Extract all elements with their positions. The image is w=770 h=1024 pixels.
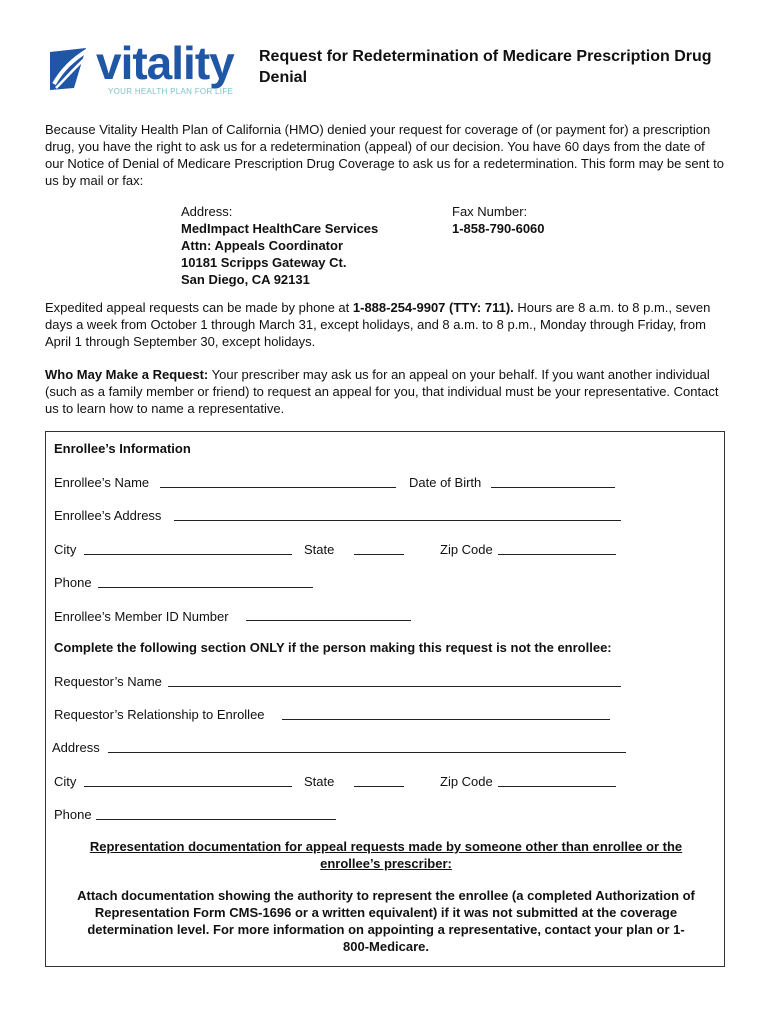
expedited-paragraph [45, 299, 725, 350]
vitality-logo [46, 37, 252, 100]
requestor-phone-field[interactable] [96, 819, 336, 820]
page-title: Request for Redetermination of Medicare Prescription Drug Denial [259, 48, 712, 86]
logo-wordmark: vitality [96, 37, 234, 89]
address-line-2: Attn: Appeals Coordinator [181, 238, 344, 253]
requestor-section-note: Complete the following section ONLY if the person making this request is not the enrollee: [54, 640, 612, 655]
attach-instructions-line-4: 800-Medicare. [343, 939, 429, 954]
attach-instructions-line-3: determination level. For more information on appointing a representative, contact your plan or 1- [87, 922, 685, 937]
dob-field[interactable] [491, 487, 615, 488]
representation-title-line-2: enrollee’s prescriber: [320, 856, 452, 871]
city-label: City [54, 542, 77, 557]
expedited-pre: Expedited appeal requests can be made by phone at [45, 300, 353, 315]
requestor-address-field[interactable] [108, 752, 626, 753]
state-label: State [304, 542, 335, 557]
intro-paragraph: Because Vitality Health Plan of California (HMO) denied your request for coverage of (or payment for) a prescription drug, you have the right to ask us for a redetermination (appeal) of our decision. You have 60 days from the date of our Notice of Denial of Medicare Prescription Drug Coverage to ask us for a redetermination. This form may be sent to us by mail or fax: [45, 122, 724, 188]
requestor-phone-label: Phone [54, 807, 92, 822]
who-paragraph [45, 366, 725, 417]
attach-instructions-line-2: Representation Form CMS-1696 or a written equivalent) if it was not submitted at the coverage [94, 905, 678, 920]
who-heading: Who May Make a Request: [45, 367, 209, 382]
requestor-address-label: Address [52, 740, 100, 755]
address-label: Address: [181, 204, 233, 219]
fax-number: 1-858-790-6060 [452, 221, 545, 236]
requestor-relationship-field[interactable] [282, 719, 610, 720]
attach-instructions-line-1: Attach documentation showing the authority to represent the enrollee (a completed Authorization of [77, 888, 695, 903]
address-line-3: 10181 Scripps Gateway Ct. [181, 255, 347, 270]
requestor-city-label: City [54, 774, 77, 789]
city-field[interactable] [84, 554, 292, 555]
member-id-label: Enrollee’s Member ID Number [54, 609, 229, 624]
fax-label: Fax Number: [452, 204, 528, 219]
requestor-state-label: State [304, 774, 335, 789]
enrollee-name-field[interactable] [160, 487, 396, 488]
who-text: Your prescriber may ask us for an appeal on your behalf. If you want another individual (such as a family member or friend) to request an appeal for you, that individual must be your representative. Contact us to learn how to name a representative. [45, 367, 719, 416]
enrollee-info-heading: Enrollee’s Information [54, 441, 191, 456]
zip-label: Zip Code [440, 542, 493, 557]
zip-field[interactable] [498, 554, 616, 555]
logo-swoosh-icon [50, 48, 90, 90]
expedited-phone: 1-888-254-9907 (TTY: 711). [352, 300, 514, 315]
state-field[interactable] [354, 554, 404, 555]
requestor-name-field[interactable] [168, 686, 621, 687]
logo-tagline: YOUR HEALTH PLAN FOR LIFE [108, 87, 234, 96]
enrollee-name-label: Enrollee’s Name [54, 475, 150, 490]
requestor-city-field[interactable] [84, 786, 292, 787]
phone-field[interactable] [98, 587, 313, 588]
fax-block [452, 203, 545, 237]
requestor-relationship-label: Requestor’s Relationship to Enrollee [54, 707, 265, 722]
phone-label: Phone [54, 575, 92, 590]
address-line-4: San Diego, CA 92131 [181, 272, 310, 287]
requestor-zip-field[interactable] [498, 786, 616, 787]
enrollee-form [45, 431, 725, 967]
enrollee-address-label: Enrollee’s Address [54, 508, 162, 523]
member-id-field[interactable] [246, 620, 411, 621]
mailing-address [181, 203, 378, 288]
expedited-post: Hours are 8 a.m. to 8 p.m., seven days a week from October 1 through March 31, except holidays, and 8 a.m. to 8 p.m., Monday through Friday, from April 1 through September 30, except holidays. [45, 300, 711, 349]
requestor-zip-label: Zip Code [440, 774, 493, 789]
enrollee-address-field[interactable] [174, 520, 621, 521]
dob-label: Date of Birth [409, 475, 482, 490]
representation-title-line-1: Representation documentation for appeal requests made by someone other than enrollee or the [89, 839, 683, 854]
requestor-state-field[interactable] [354, 786, 404, 787]
address-line-1: MedImpact HealthCare Services [181, 221, 379, 236]
requestor-name-label: Requestor’s Name [54, 674, 162, 689]
